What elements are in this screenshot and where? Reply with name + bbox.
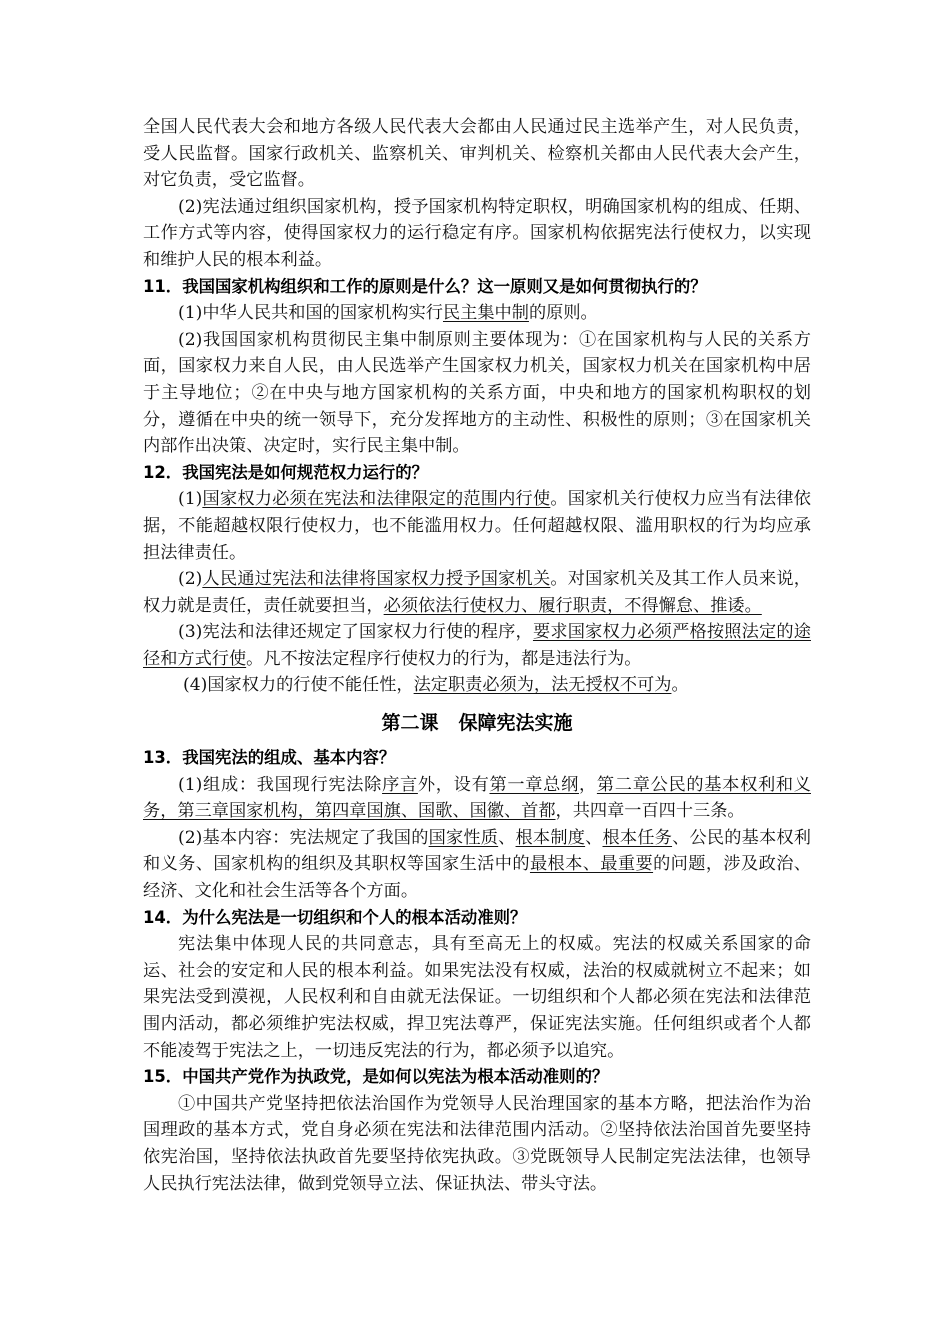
underlined-keyword: 最根本、最重要 [529, 854, 654, 875]
text: 的原则。 [528, 303, 598, 324]
lesson-title: 保障宪法实施 [458, 712, 573, 735]
underlined-keyword: 民主集中制 [442, 303, 529, 324]
text: ， [578, 774, 597, 795]
question-12-answer-1 [143, 486, 811, 566]
question-11-title: 11．我国国家机构组织和工作的原则是什么？这一原则又是如何贯彻执行的？ [143, 276, 707, 296]
underlined-keyword: 人民通过宪法和法律将国家权力授予国家机关 [202, 569, 551, 590]
question-11-answer-2: (2)我国国家机构贯彻民主集中制原则主要体现为：①在国家机构与人民的关系方面，国家权力来自人民，由人民选举产生国家权力机关，国家权力机关在国家机构中居于主导地位；②在中央与地方国家机构的关系方面，中央和地方的国家机构职权的划分，遵循在中央的统一领导下，充分发挥地方的主动性、积极性的原则；③在国家机关内部作出决策、决定时，实行民主集中制。 [143, 329, 811, 457]
question-14-title: 14．为什么宪法是一切组织和个人的根本活动准则？ [143, 907, 527, 927]
question-14-answer: 宪法集中体现人民的共同意志，具有至高无上的权威。宪法的权威关系国家的命运、社会的安定和人民的根本利益。如果宪法没有权威，法治的权威就树立不起来；如果宪法受到漠视，人民权利和自由就无法保证。一切组织和个人都必须在宪法和法律范围内活动，都必须维护宪法权威，捍卫宪法尊严，保证宪法实施。任何组织或者个人都不能凌驾于宪法之上，一切违反宪法的行为，都必须予以追究。 [143, 934, 811, 1061]
text: (1)中华人民共和国的国家机构实行 [178, 303, 443, 324]
text: 、公民的基本权利和义务、国家机构的组织及其职权等国家生活中的 [143, 827, 811, 875]
underlined-keyword: 序言 [382, 774, 418, 795]
paragraph-intro-2: (2)宪法通过组织国家机构，授予国家机构特定职权，明确国家机构的组成、任期、工作方式等内容，使得国家权力的运行稳定有序。国家机构依据宪法行使权力，以实现和维护人民的根本利益。 [143, 196, 811, 270]
text: 外，设有 [417, 774, 490, 795]
text: 、 [585, 827, 603, 848]
text: 。凡不按法定程序行使权力的行为，都是违法行为。 [246, 648, 642, 669]
underlined-keyword: 国家权力必须在宪法和法律限定的范围内行使 [202, 489, 551, 510]
question-13-answer-2 [143, 825, 811, 905]
question-13-title: 13．我国宪法的组成、基本内容？ [143, 748, 396, 768]
underlined-keyword: 第二章公民的基本权利和义务，第三章国家机构，第四章国旗、国歌、国徽、首都 [143, 774, 811, 822]
text: (2) [178, 569, 203, 590]
question-11-answer-1 [143, 300, 811, 327]
underlined-keyword: 要求国家权力必须严格按照法定的途径和方式行使 [143, 622, 811, 669]
text: ，共四章一百四十三条。 [555, 801, 745, 822]
document-page [143, 114, 811, 1197]
paragraph-intro-1: 全国人民代表大会和地方各级人民代表大会都由人民通过民主选举产生，对人民负责，受人民监督。国家行政机关、监察机关、审判机关、检察机关都由人民代表大会产生，对它负责，受它监督。 [143, 117, 811, 191]
underlined-keyword: 根本任务 [602, 827, 673, 848]
underlined-keyword: 根本制度 [515, 827, 586, 848]
question-12-answer-4 [143, 672, 811, 699]
text: (2)基本内容：宪法规定了我国的 [178, 827, 429, 848]
text: (1) [178, 489, 203, 510]
text: 。 [671, 675, 689, 696]
underlined-keyword: 国家性质 [428, 827, 499, 848]
text: 、 [498, 827, 516, 848]
question-15-title: 15．中国共产党作为执政党，是如何以宪法为根本活动准则的？ [143, 1067, 609, 1087]
underlined-keyword: 第一章总纲 [489, 774, 579, 795]
question-13-answer-1 [143, 772, 811, 825]
text: (1)组成：我国现行宪法除 [178, 774, 383, 795]
text: (4)国家权力的行使不能任性， [183, 675, 414, 696]
underlined-keyword: 必须依法行使权力、履行职责，不得懈怠、推诿。 [383, 595, 762, 616]
question-12-answer-3 [143, 619, 811, 672]
underlined-keyword: 法定职责必须为，法无授权不可为 [413, 675, 672, 696]
question-12-title: 12．我国宪法是如何规范权力运行的？ [143, 462, 429, 482]
text: 。对国家机关及其工作人员来说，权力就是责任，责任就要担当， [143, 569, 811, 616]
lesson-heading [143, 707, 811, 739]
text: 。国家机关行使权力应当有法律依据，不能超越权限行使权力，也不能滥用权力。任何超越权限、滥用职权的行为均应承担法律责任。 [143, 489, 811, 563]
text: 的问题，涉及政治、经济、文化和社会生活等各个方面。 [143, 854, 811, 902]
text: (3)宪法和法律还规定了国家权力行使的程序， [178, 622, 533, 643]
lesson-number: 第二课 [381, 712, 439, 735]
question-12-answer-2 [143, 566, 811, 619]
question-15-answer: ①中国共产党坚持把依法治国作为党领导人民治理国家的基本方略，把法治作为治国理政的基本方式，党自身必须在宪法和法律范围内活动。②坚持依法治国首先要坚持依宪治国，坚持依法执政首先要坚持依宪执政。③党既领导人民制定宪法法律，也领导人民执行宪法法律，做到党领导立法、保证执法、带头守法。 [143, 1093, 811, 1194]
